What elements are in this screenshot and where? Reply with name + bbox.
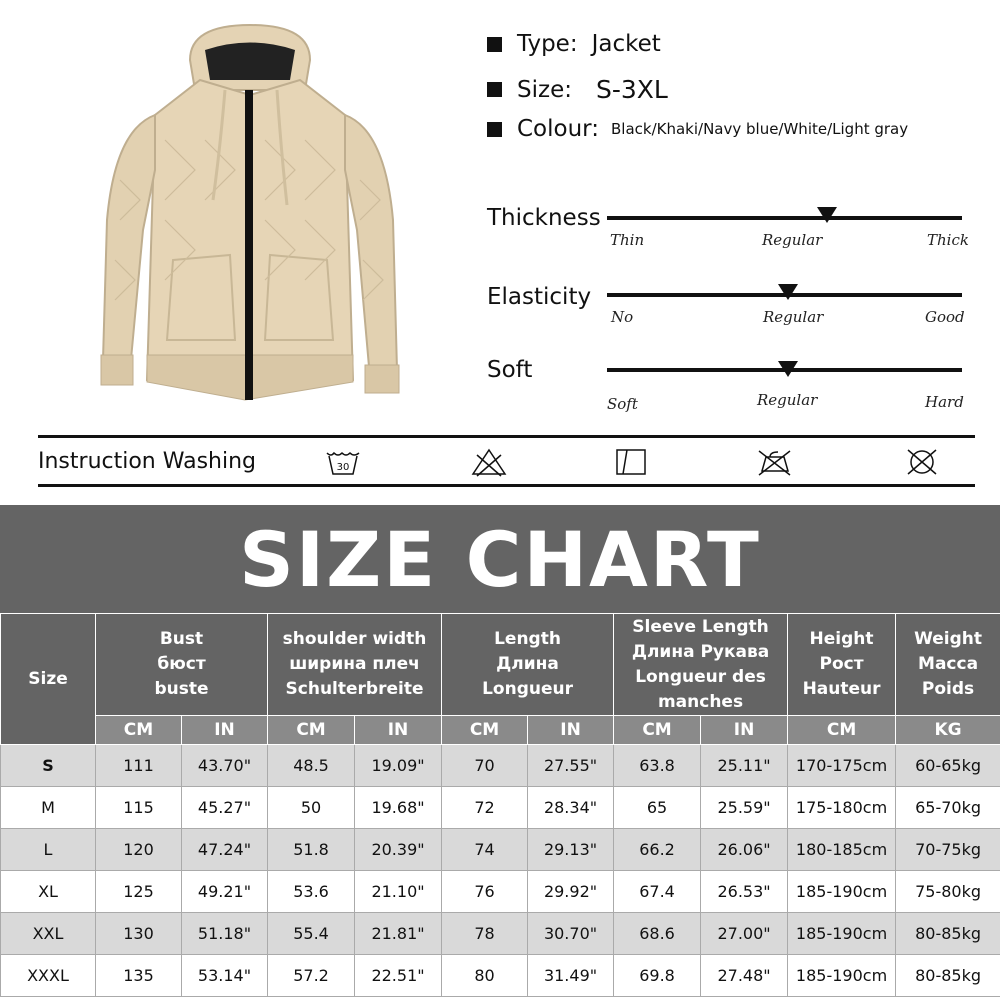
unit-header: IN bbox=[701, 716, 788, 745]
table-cell: 27.48" bbox=[701, 955, 788, 997]
scale-left-label: No bbox=[611, 308, 634, 326]
table-cell: 27.55" bbox=[528, 745, 614, 787]
scale-left-label: Soft bbox=[607, 395, 638, 413]
unit-header: CM bbox=[788, 716, 896, 745]
table-row bbox=[1, 787, 1000, 829]
unit-header: IN bbox=[528, 716, 614, 745]
length-column-header bbox=[442, 614, 614, 716]
table-cell: 78 bbox=[442, 913, 528, 955]
table-cell: 175-180cm bbox=[788, 787, 896, 829]
table-cell: 70-75kg bbox=[896, 829, 1000, 871]
table-cell: 80-85kg bbox=[896, 913, 1000, 955]
table-cell: 111 bbox=[96, 745, 182, 787]
bullet-icon bbox=[487, 122, 502, 137]
header-line: Длина bbox=[496, 654, 559, 674]
table-cell: 75-80kg bbox=[896, 871, 1000, 913]
jacket-product-image bbox=[95, 20, 405, 405]
table-cell: 65-70kg bbox=[896, 787, 1000, 829]
table-cell: 170-175cm bbox=[788, 745, 896, 787]
size-chart-title: SIZE CHART bbox=[239, 514, 761, 604]
spec-size-label: Size: bbox=[517, 76, 572, 103]
scale-right-label: Good bbox=[925, 308, 965, 326]
unit-header: CM bbox=[268, 716, 355, 745]
header-line: manches bbox=[657, 691, 744, 712]
header-line: Longueur des bbox=[635, 666, 766, 687]
weight-column-header bbox=[896, 614, 1000, 716]
table-cell: 20.39" bbox=[355, 829, 442, 871]
table-cell: 68.6 bbox=[614, 913, 701, 955]
table-cell: 120 bbox=[96, 829, 182, 871]
size-cell: L bbox=[1, 829, 96, 871]
table-row bbox=[1, 871, 1000, 913]
table-cell: 22.51" bbox=[355, 955, 442, 997]
table-cell: 26.53" bbox=[701, 871, 788, 913]
table-cell: 63.8 bbox=[614, 745, 701, 787]
table-cell: 27.00" bbox=[701, 913, 788, 955]
table-cell: 60-65kg bbox=[896, 745, 1000, 787]
table-row bbox=[1, 913, 1000, 955]
table-cell: 50 bbox=[268, 787, 355, 829]
spec-colour-label: Colour: bbox=[517, 116, 599, 142]
scale-marker-icon bbox=[778, 361, 798, 377]
header-line: Schulterbreite bbox=[285, 679, 424, 699]
table-cell: 29.92" bbox=[528, 871, 614, 913]
table-header-row bbox=[1, 614, 1000, 716]
height-column-header bbox=[788, 614, 896, 716]
scale-marker-icon bbox=[778, 284, 798, 300]
table-cell: 125 bbox=[96, 871, 182, 913]
elasticity-scale bbox=[487, 284, 967, 354]
header-line: Масса bbox=[918, 654, 979, 674]
scale-right-label: Thick bbox=[927, 231, 969, 249]
size-table-body bbox=[1, 745, 1000, 997]
spec-colour-value: Black/Khaki/Navy blue/White/Light gray bbox=[610, 120, 909, 138]
table-cell: 26.06" bbox=[701, 829, 788, 871]
shoulder-column-header bbox=[268, 614, 442, 716]
thickness-scale bbox=[487, 205, 967, 275]
table-cell: 51.18" bbox=[182, 913, 268, 955]
sleeve-column-header bbox=[614, 614, 788, 716]
table-cell: 49.21" bbox=[182, 871, 268, 913]
table-cell: 21.81" bbox=[355, 913, 442, 955]
table-cell: 180-185cm bbox=[788, 829, 896, 871]
header-line: buste bbox=[154, 679, 209, 699]
size-cell: M bbox=[1, 787, 96, 829]
no-iron-icon bbox=[756, 447, 792, 477]
table-cell: 45.27" bbox=[182, 787, 268, 829]
header-line: ширина плеч bbox=[289, 654, 420, 674]
table-cell: 55.4 bbox=[268, 913, 355, 955]
scale-line bbox=[607, 216, 962, 220]
spec-type bbox=[487, 31, 661, 57]
size-cell: S bbox=[1, 745, 96, 787]
table-cell: 130 bbox=[96, 913, 182, 955]
scale-label: Soft bbox=[487, 357, 533, 383]
spec-colour bbox=[487, 116, 908, 142]
header-line: Sleeve Length bbox=[632, 616, 769, 637]
table-cell: 185-190cm bbox=[788, 871, 896, 913]
table-cell: 72 bbox=[442, 787, 528, 829]
table-cell: 21.10" bbox=[355, 871, 442, 913]
table-cell: 51.8 bbox=[268, 829, 355, 871]
table-row bbox=[1, 829, 1000, 871]
header-line: Hauteur bbox=[802, 679, 881, 699]
header-line: Poids bbox=[921, 679, 975, 699]
unit-header: CM bbox=[614, 716, 701, 745]
scale-mid-label: Regular bbox=[763, 308, 824, 326]
unit-header: KG bbox=[896, 716, 1000, 745]
table-cell: 115 bbox=[96, 787, 182, 829]
table-cell: 25.11" bbox=[701, 745, 788, 787]
header-line: Длина Рукава bbox=[631, 641, 770, 662]
table-cell: 29.13" bbox=[528, 829, 614, 871]
washing-instructions bbox=[38, 435, 975, 487]
table-cell: 66.2 bbox=[614, 829, 701, 871]
no-bleach-icon bbox=[471, 447, 507, 477]
scale-mid-label: Regular bbox=[762, 231, 823, 249]
spec-size bbox=[487, 75, 668, 104]
size-cell: XXL bbox=[1, 913, 96, 955]
size-chart-table bbox=[0, 613, 1000, 997]
size-chart-banner bbox=[0, 505, 1000, 613]
table-cell: 28.34" bbox=[528, 787, 614, 829]
header-line: Length bbox=[494, 629, 561, 649]
table-cell: 53.14" bbox=[182, 955, 268, 997]
spec-type-value: Jacket bbox=[591, 31, 661, 57]
table-row bbox=[1, 745, 1000, 787]
table-cell: 135 bbox=[96, 955, 182, 997]
header-line: Weight bbox=[914, 629, 982, 649]
table-cell: 31.49" bbox=[528, 955, 614, 997]
table-row bbox=[1, 955, 1000, 997]
washing-label: Instruction Washing bbox=[38, 448, 256, 474]
table-cell: 53.6 bbox=[268, 871, 355, 913]
table-cell: 25.59" bbox=[701, 787, 788, 829]
unit-header: CM bbox=[96, 716, 182, 745]
header-line: Bust bbox=[159, 629, 204, 649]
spec-type-label: Type: bbox=[517, 31, 578, 57]
unit-header: CM bbox=[442, 716, 528, 745]
scale-right-label: Hard bbox=[925, 393, 964, 411]
unit-header: IN bbox=[355, 716, 442, 745]
scale-label: Elasticity bbox=[487, 284, 592, 310]
table-cell: 65 bbox=[614, 787, 701, 829]
soft-scale bbox=[487, 357, 967, 427]
bullet-icon bbox=[487, 82, 502, 97]
scale-marker-icon bbox=[817, 207, 837, 223]
unit-header-row bbox=[1, 716, 1000, 745]
table-cell: 80-85kg bbox=[896, 955, 1000, 997]
table-cell: 19.68" bbox=[355, 787, 442, 829]
table-cell: 67.4 bbox=[614, 871, 701, 913]
size-cell: XXXL bbox=[1, 955, 96, 997]
size-cell: XL bbox=[1, 871, 96, 913]
table-cell: 43.70" bbox=[182, 745, 268, 787]
table-cell: 76 bbox=[442, 871, 528, 913]
table-cell: 57.2 bbox=[268, 955, 355, 997]
table-cell: 74 bbox=[442, 829, 528, 871]
unit-header: IN bbox=[182, 716, 268, 745]
table-cell: 48.5 bbox=[268, 745, 355, 787]
header-line: Longueur bbox=[482, 679, 573, 699]
table-cell: 70 bbox=[442, 745, 528, 787]
table-cell: 69.8 bbox=[614, 955, 701, 997]
table-cell: 47.24" bbox=[182, 829, 268, 871]
line-dry-icon bbox=[613, 447, 649, 477]
svg-text:30: 30 bbox=[336, 462, 350, 473]
header-line: Рост bbox=[819, 654, 864, 674]
bullet-icon bbox=[487, 37, 502, 52]
scale-mid-label: Regular bbox=[757, 391, 818, 409]
bust-column-header bbox=[96, 614, 268, 716]
header-line: Height bbox=[809, 629, 874, 649]
scale-left-label: Thin bbox=[610, 231, 645, 249]
scale-label: Thickness bbox=[487, 205, 601, 231]
table-cell: 19.09" bbox=[355, 745, 442, 787]
table-cell: 185-190cm bbox=[788, 955, 896, 997]
header-line: бюст bbox=[157, 654, 206, 674]
table-cell: 80 bbox=[442, 955, 528, 997]
no-dry-clean-icon bbox=[904, 447, 940, 477]
size-column-header: Size bbox=[1, 614, 96, 745]
wash-30-icon bbox=[325, 447, 361, 477]
table-cell: 185-190cm bbox=[788, 913, 896, 955]
spec-size-value: S-3XL bbox=[595, 75, 668, 104]
header-line: shoulder width bbox=[282, 629, 427, 649]
table-cell: 30.70" bbox=[528, 913, 614, 955]
